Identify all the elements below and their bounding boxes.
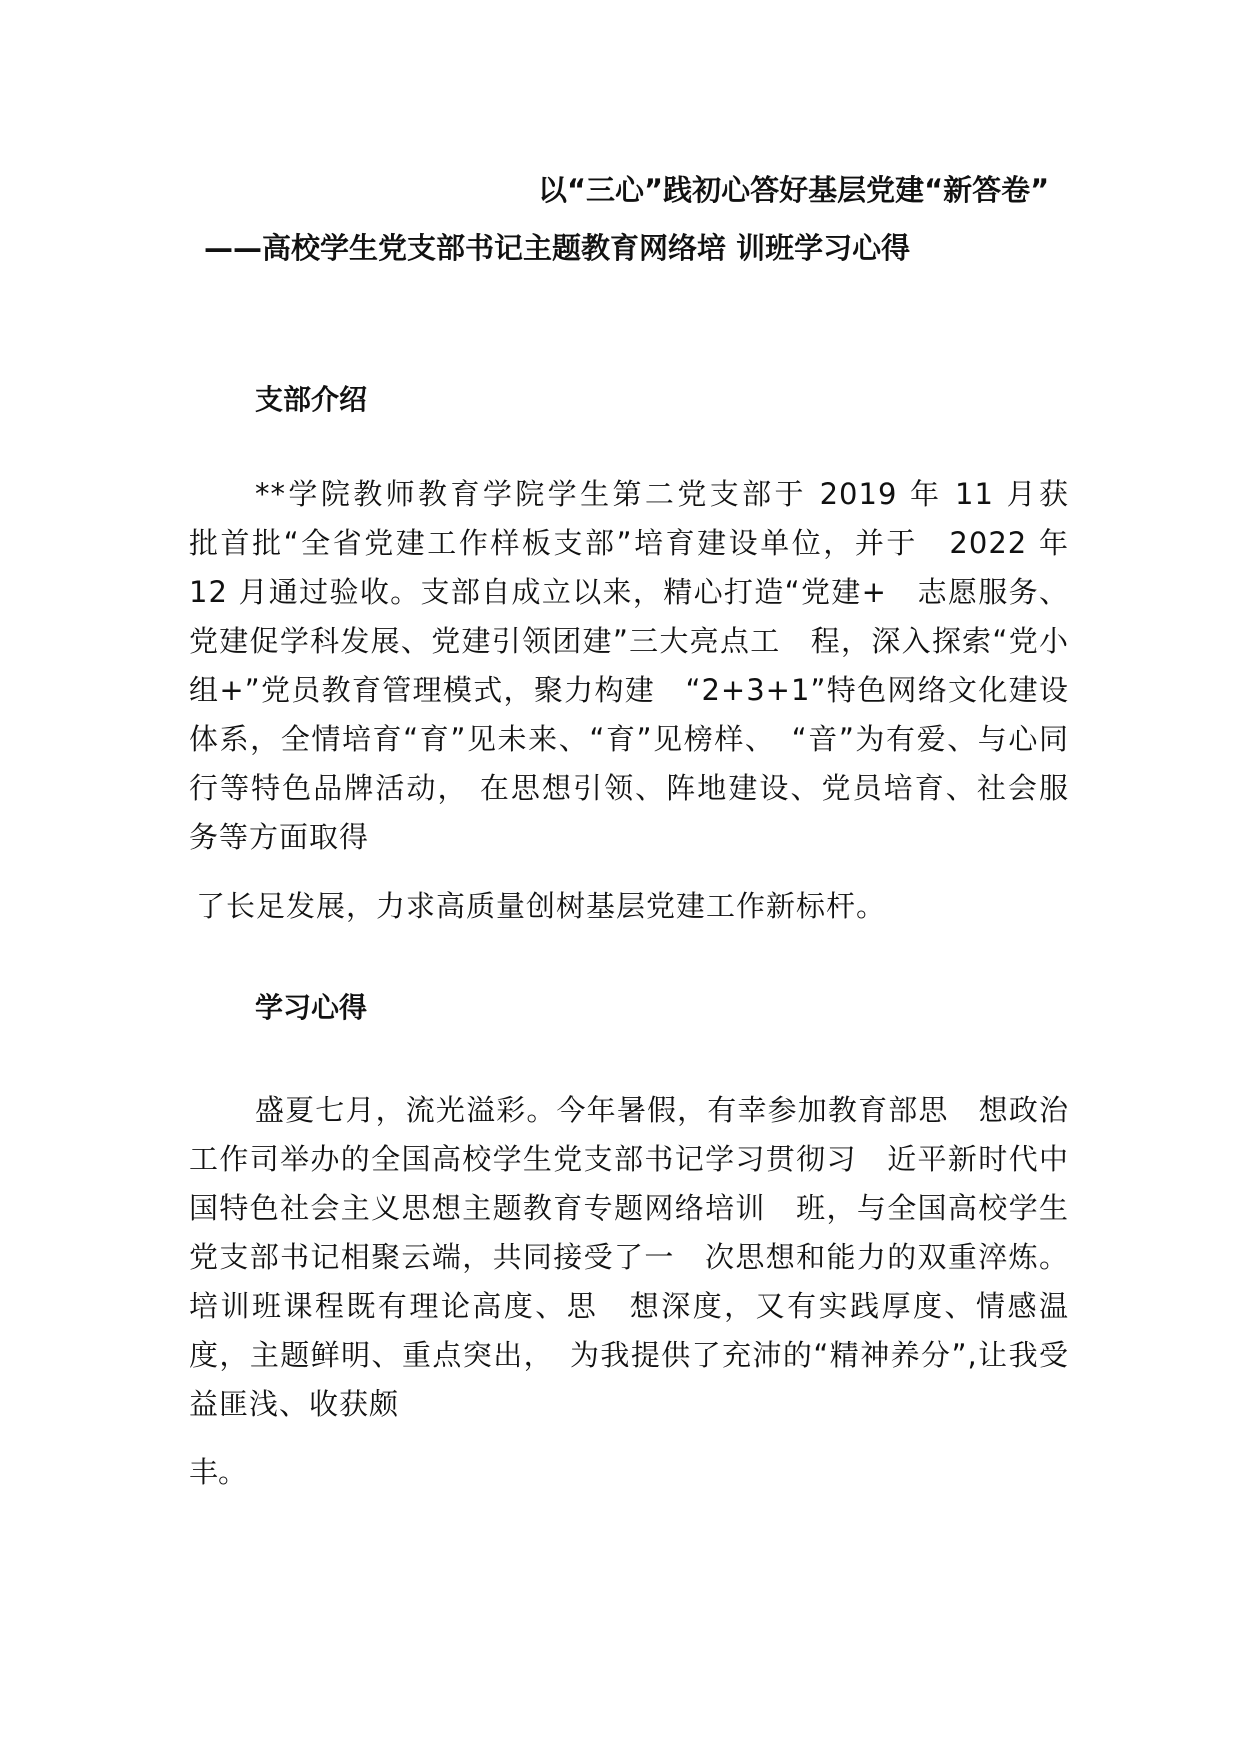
- branch-intro-continuation: 了长足发展，力求高质量创树基层党建工作新标杆。: [196, 889, 887, 923]
- study-notes-continuation: 丰。: [189, 1455, 248, 1489]
- branch-intro-paragraph: **学院教师教育学院学生第二党支部于 2019 年 11 月获 批首批“全省党建工作样板支部”培育建设单位，并于 2022 年 12 月通过验收。支部自成立以来，精心打造“党建+ 志愿服务、党建促学科发展、党建引领团建”三大亮点工 程，深入探索“党小组+”党员教育管理模式，聚力构建 “2+3+1”特色网络文化建设体系，全情培育“育”见未来、“育”见榜样、 “音”为有爱、与心同行等特色品牌活动， 在思想引领、阵地建设、党员培育、社会服务等方面取得: [189, 477, 1100, 854]
- section-heading-branch-intro: 支部介绍: [255, 383, 368, 416]
- study-notes-paragraph: 盛夏七月，流光溢彩。今年暑假，有幸参加教育部思 想政治工作司举办的全国高校学生党支部书记学习贯彻习 近平新时代中国特色社会主义思想主题教育专题网络培训 班，与全国高校学生党支部书记相聚云端，共同接受了一 次思想和能力的双重淬炼。培训班课程既有理论高度、思 想深度，又有实践厚度、情感温度，主题鲜明、重点突出， 为我提供了充沛的“精神养分”,让我受益匪浅、收获颇: [189, 1093, 1069, 1421]
- section-heading-study-notes: 学习心得: [255, 991, 368, 1024]
- document-title: 以“三心”践初心答好基层党建“新答卷”: [538, 173, 1050, 207]
- document-subtitle: ——高校学生党支部书记主题教育网络培 训班学习心得: [204, 231, 911, 265]
